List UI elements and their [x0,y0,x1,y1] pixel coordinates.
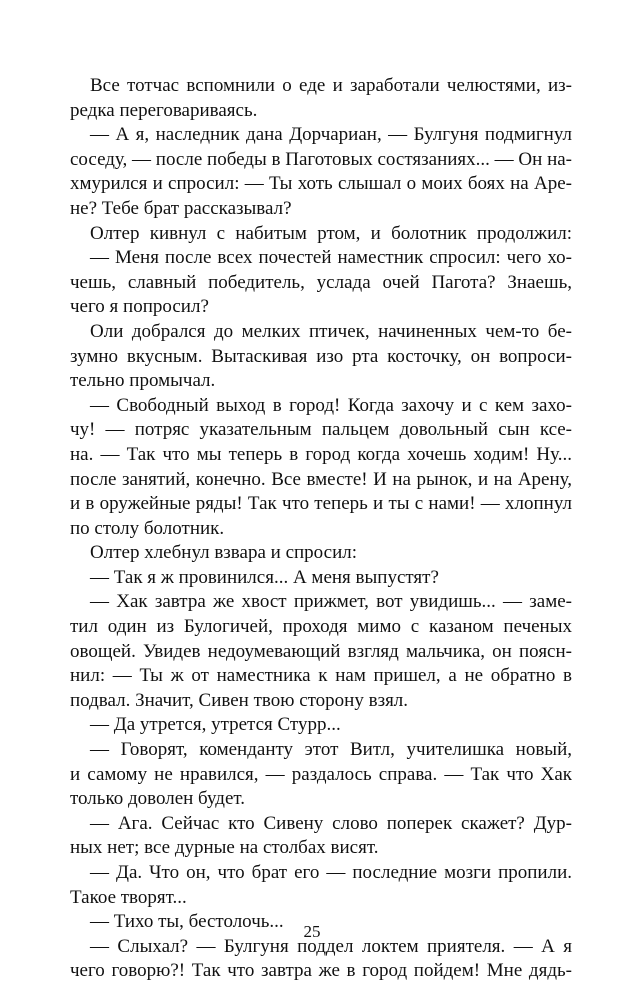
text-line: нил: — Ты ж от наместника к нам пришел, а не обратно в [70,665,572,687]
text-line: овощей. Увидев недоумевающий взгляд мальчика, он поясн- [70,640,572,662]
text-line: зумно вкусным. Вытаскивая изо рта косточку, он вопроси- [70,345,572,367]
text-line: редка переговариваясь. [70,99,258,121]
text-line: только доволен будет. [70,788,246,810]
text-line: Все тотчас вспомнили о еде и заработали челюстями, из- [90,75,572,96]
text-line: — Да утрется, утрется Стурр... [90,714,341,736]
text-line: — А я, наследник дана Дорчариан, — Булгуня подмигнул [90,124,572,146]
text-line: Оли добрался до мелких птичек, начиненных чем-то бе- [90,320,572,342]
text-line: — Меня после всех почестей наместник спросил: чего хо- [90,247,572,269]
text-line: чего говорю?! Так что завтра же в город пойдем! Мне дядь- [70,960,572,982]
text-line: — Слыхал? — Булгуня поддел локтем приятеля. — А я [90,935,572,957]
text-line: подвал. Значит, Сивен твою сторону взял. [70,689,409,711]
text-line: — Ага. Сейчас кто Сивену слово поперек скажет? Дур- [90,812,572,834]
text-line: по столу болотник. [70,517,225,539]
text-line: — Хак завтра же хвост прижмет, вот увидишь... — заме- [90,591,572,613]
text-line: — Тихо ты, бестолочь... [90,911,284,933]
text-line: чешь, славный победитель, услада очей Пагота? Знаешь, [70,271,572,293]
text-line: чу! — потряс указательным пальцем довольный сын ксе- [70,419,572,441]
text-line: — Свободный выход в город! Когда захочу и с кем захо- [90,394,572,416]
text-line: и в оружейные ряды! Так что теперь и ты с нами! — хлопнул [70,493,572,515]
text-line: — Так я ж провинился... А меня выпустят? [90,566,439,588]
text-line: Олтер хлебнул взвара и спросил: [90,542,358,564]
text-line: хмурился и спросил: — Ты хоть слышал о моих боях на Аре- [70,173,572,195]
text-line: Такое творят... [70,886,187,908]
text-line: тельно промычал. [70,370,216,392]
text-line: чего я попросил? [70,296,209,318]
text-line: на. — Так что мы теперь в город когда хочешь ходим! Ну... [70,443,572,465]
text-line: тил один из Булогичей, проходя мимо с казаном печеных [70,616,572,638]
text-line: — Говорят, коменданту этот Витл, учителишка новый, [90,739,572,761]
text-line: не? Тебе брат рассказывал? [70,197,292,219]
text-line: и самому не нравился, — раздалось справа. — Так что Хак [70,763,572,785]
text-line: после занятий, конечно. Все вместе! И на рынок, и на Арену, [70,468,572,490]
text-line: Олтер кивнул с набитым ртом, и болотник продолжил: [90,222,572,244]
text-line: ных нет; все дурные на столбах висят. [70,837,379,859]
page-body [70,74,572,984]
text-line: — Да. Что он, что брат его — последние мозги пропили. [90,862,572,883]
text-line: соседу, — после победы в Паготовых состязаниях... — Он на- [70,148,572,170]
page-number: 25 [303,922,321,941]
